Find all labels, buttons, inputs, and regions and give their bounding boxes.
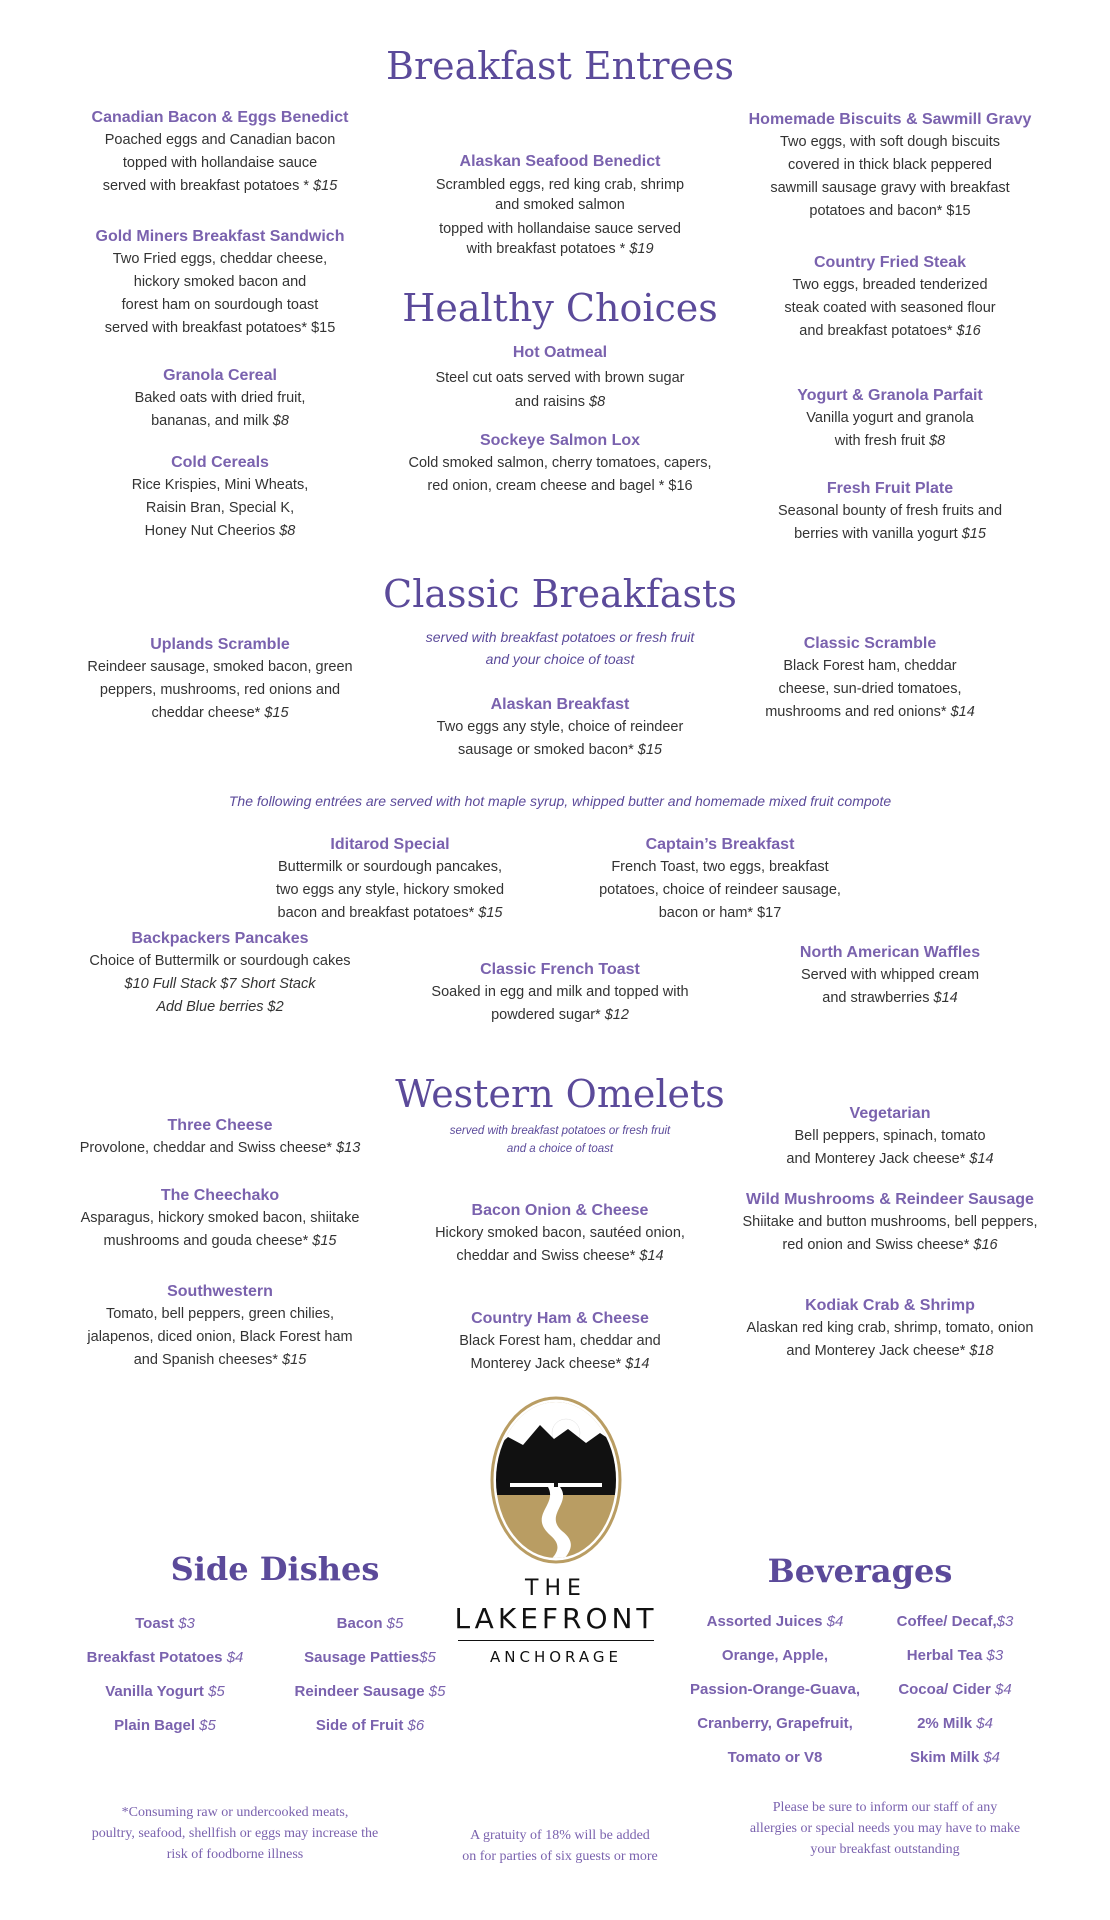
list-item: Cocoa/ Cider $4 <box>898 1681 1012 1698</box>
item-description: Served with whipped cream and strawberries $14 <box>800 967 980 1006</box>
healthy-choices-title: Healthy Choices <box>402 286 718 330</box>
item-description: Black Forest ham, cheddar and Monterey Jack cheese* $14 <box>459 1333 661 1372</box>
list-item: Bacon $5 <box>336 1615 404 1632</box>
list-item: Assorted Juices $4 <box>706 1613 844 1630</box>
item-description: Two eggs, breaded tenderized steak coated with seasoned flour and breakfast potatoes* $16 <box>784 277 996 339</box>
list-item: Side of Fruit $6 <box>315 1717 425 1734</box>
list-item: Sausage Patties$5 <box>304 1649 436 1666</box>
item-description: Tomato, bell peppers, green chilies, jalapenos, diced onion, Black Forest ham and Spanish cheeses* $15 <box>87 1306 353 1368</box>
item-description: Choice of Buttermilk or sourdough cakes $10 Full Stack $7 Short Stack Add Blue berries $2 <box>89 953 351 1015</box>
classic-breakfasts-subtitle: served with breakfast potatoes or fresh fruit and your choice of toast <box>425 629 695 667</box>
classic-breakfasts-title: Classic Breakfasts <box>383 572 737 616</box>
raw-food-disclaimer: *Consuming raw or undercooked meats, poultry, seafood, shellfish or eggs may increase the risk of foodborne illness <box>91 1805 379 1862</box>
menu-item <box>60 1185 380 1253</box>
side-dishes-title: Side Dishes <box>170 1550 380 1588</box>
menu-item <box>720 633 1020 724</box>
item-name: Uplands Scramble <box>150 636 290 653</box>
item-name: Gold Miners Breakfast Sandwich <box>95 228 345 245</box>
list-item: Tomato or V8 <box>727 1749 823 1766</box>
item-description: Bell peppers, spinach, tomato and Monterey Jack cheese* $14 <box>786 1128 994 1167</box>
item-name: Vegetarian <box>849 1105 931 1122</box>
item-name: Classic French Toast <box>480 961 640 978</box>
item-name: Wild Mushrooms & Reindeer Sausage <box>746 1191 1034 1208</box>
menu-item <box>60 634 380 725</box>
item-name: Canadian Bacon & Eggs Benedict <box>91 109 349 126</box>
menu-item <box>720 478 1060 546</box>
beverages-col2 <box>870 1605 1040 1775</box>
item-name: Backpackers Pancakes <box>131 930 309 947</box>
list-item: Vanilla Yogurt $5 <box>105 1683 225 1700</box>
item-description: Hickory smoked bacon, sautéed onion, cheddar and Swiss cheese* $14 <box>435 1225 685 1264</box>
menu-item <box>390 959 730 1027</box>
item-name: Granola Cereal <box>163 367 277 384</box>
logo-anchorage: ANCHORAGE <box>490 1648 622 1666</box>
menu-item <box>720 385 1060 453</box>
item-name: The Cheechako <box>160 1187 280 1204</box>
item-name: Country Ham & Cheese <box>471 1310 649 1327</box>
logo-the: THE <box>525 1576 587 1601</box>
side-dishes-col2 <box>270 1607 470 1743</box>
breakfast-entrees-title: Breakfast Entrees <box>386 44 734 88</box>
list-item: Herbal Tea $3 <box>906 1647 1004 1664</box>
item-description: French Toast, two eggs, breakfast potatoes, choice of reindeer sausage, bacon or ham* $17 <box>599 859 841 921</box>
item-description: Alaskan red king crab, shrimp, tomato, onion and Monterey Jack cheese* $18 <box>746 1320 1034 1359</box>
western-omelets-subtitle: served with breakfast potatoes or fresh fruit and a choice of toast <box>449 1125 671 1155</box>
item-description: Buttermilk or sourdough pancakes, two eggs any style, hickory smoked bacon and breakfast potatoes* $15 <box>275 859 505 921</box>
item-name: Hot Oatmeal <box>512 344 608 361</box>
item-description: Two Fried eggs, cheddar cheese, hickory smoked bacon and forest ham on sourdough toast served with breakfast potatoes* $15 <box>104 251 336 336</box>
item-name: Country Fried Steak <box>813 254 967 271</box>
list-item: Orange, Apple, <box>721 1647 829 1664</box>
menu-item <box>60 107 380 198</box>
menu-item <box>60 928 380 1019</box>
menu-item <box>60 1115 380 1160</box>
gratuity-note: A gratuity of 18% will be added on for parties of six guests or more <box>462 1828 658 1864</box>
item-name: Alaskan Seafood Benedict <box>459 153 661 170</box>
item-description: Steel cut oats served with brown sugar and raisins $8 <box>435 370 685 410</box>
item-description: Rice Krispies, Mini Wheats, Raisin Bran, Special K, Honey Nut Cheerios $8 <box>131 477 309 539</box>
item-name: Captain’s Breakfast <box>645 836 795 853</box>
item-name: Yogurt & Granola Parfait <box>797 387 983 404</box>
list-item: Passion-Orange-Guava, <box>689 1681 861 1698</box>
side-dishes-col1 <box>70 1607 260 1743</box>
menu-item <box>560 834 880 925</box>
item-description: Reindeer sausage, smoked bacon, green peppers, mushrooms, red onions and cheddar cheese* $15 <box>87 659 353 721</box>
menu-item <box>390 342 730 414</box>
allergy-note: Please be sure to inform our staff of any allergies or special needs you may have to make your breakfast outstanding <box>749 1800 1021 1857</box>
item-name: Bacon Onion & Cheese <box>471 1202 649 1219</box>
list-item: Reindeer Sausage $5 <box>294 1683 446 1700</box>
menu-item <box>390 694 730 762</box>
item-description: Vanilla yogurt and granola with fresh fruit $8 <box>806 410 974 449</box>
menu-item <box>720 942 1060 1010</box>
menu-item <box>390 1308 730 1376</box>
item-name: Classic Scramble <box>803 635 937 652</box>
menu-item <box>390 430 730 498</box>
menu-item <box>720 109 1060 223</box>
item-name: Alaskan Breakfast <box>490 696 630 713</box>
item-name: Cold Cereals <box>171 454 269 471</box>
item-description: Poached eggs and Canadian bacon topped with hollandaise sauce served with breakfast potatoes * $15 <box>102 132 338 194</box>
item-description: Scrambled eggs, red king crab, shrimp and smoked salmon topped with hollandaise sauce served with breakfast potatoes * $19 <box>435 177 685 257</box>
item-name: Kodiak Crab & Shrimp <box>805 1297 975 1314</box>
item-description: Soaked in egg and milk and topped with powdered sugar* $12 <box>431 984 689 1023</box>
list-item: Skim Milk $4 <box>909 1749 1001 1766</box>
item-description: Provolone, cheddar and Swiss cheese* $13 <box>79 1140 361 1156</box>
list-item: Breakfast Potatoes $4 <box>86 1649 244 1666</box>
list-item: 2% Milk $4 <box>917 1715 993 1732</box>
list-item: Toast $3 <box>135 1615 195 1632</box>
list-item: Coffee/ Decaf,$3 <box>896 1613 1014 1630</box>
western-omelets-title: Western Omelets <box>395 1072 725 1116</box>
beverages-title: Beverages <box>767 1552 953 1590</box>
list-item: Cranberry, Grapefruit, <box>697 1715 853 1732</box>
item-description: Cold smoked salmon, cherry tomatoes, capers, red onion, cream cheese and bagel * $16 <box>408 455 712 494</box>
menu-item <box>720 1103 1060 1171</box>
item-description: Two eggs any style, choice of reindeer sausage or smoked bacon* $15 <box>436 719 684 758</box>
item-name: North American Waffles <box>799 944 981 961</box>
list-item: Plain Bagel $5 <box>114 1717 216 1734</box>
item-name: Iditarod Special <box>330 836 450 853</box>
item-description: Black Forest ham, cheddar cheese, sun-dried tomatoes, mushrooms and red onions* $14 <box>765 658 975 720</box>
lakefront-logo-emblem <box>488 1395 624 1565</box>
menu-item <box>390 1200 730 1268</box>
item-description: Seasonal bounty of fresh fruits and berries with vanilla yogurt $15 <box>777 503 1003 542</box>
logo-wordmark <box>440 1576 672 1667</box>
menu-item <box>60 1281 380 1372</box>
menu-item <box>230 834 550 925</box>
logo-divider <box>458 1640 654 1641</box>
menu-item <box>710 1189 1070 1257</box>
item-name: Three Cheese <box>167 1117 273 1134</box>
menu-item <box>390 151 730 259</box>
item-name: Homemade Biscuits & Sawmill Gravy <box>748 111 1032 128</box>
item-description: Two eggs, with soft dough biscuits covered in thick black peppered sawmill sausage gravy with breakfast potatoes and bacon* $15 <box>770 134 1010 219</box>
logo-lakefront: LAKEFRONT <box>454 1602 658 1635</box>
item-description: Baked oats with dried fruit, bananas, and milk $8 <box>134 390 306 429</box>
item-name: Sockeye Salmon Lox <box>479 432 641 449</box>
item-description: Shiitake and button mushrooms, bell peppers, red onion and Swiss cheese* $16 <box>742 1214 1038 1253</box>
beverages-col1 <box>660 1605 890 1775</box>
item-description: Asparagus, hickory smoked bacon, shiitake mushrooms and gouda cheese* $15 <box>80 1210 360 1249</box>
compote-note: The following entrées are served with hot maple syrup, whipped butter and homemade mixed fruit compote <box>228 793 892 809</box>
menu-item <box>60 452 380 543</box>
item-name: Southwestern <box>167 1283 273 1300</box>
menu-item <box>60 365 380 433</box>
item-name: Fresh Fruit Plate <box>826 480 954 497</box>
menu-item <box>710 1295 1070 1363</box>
